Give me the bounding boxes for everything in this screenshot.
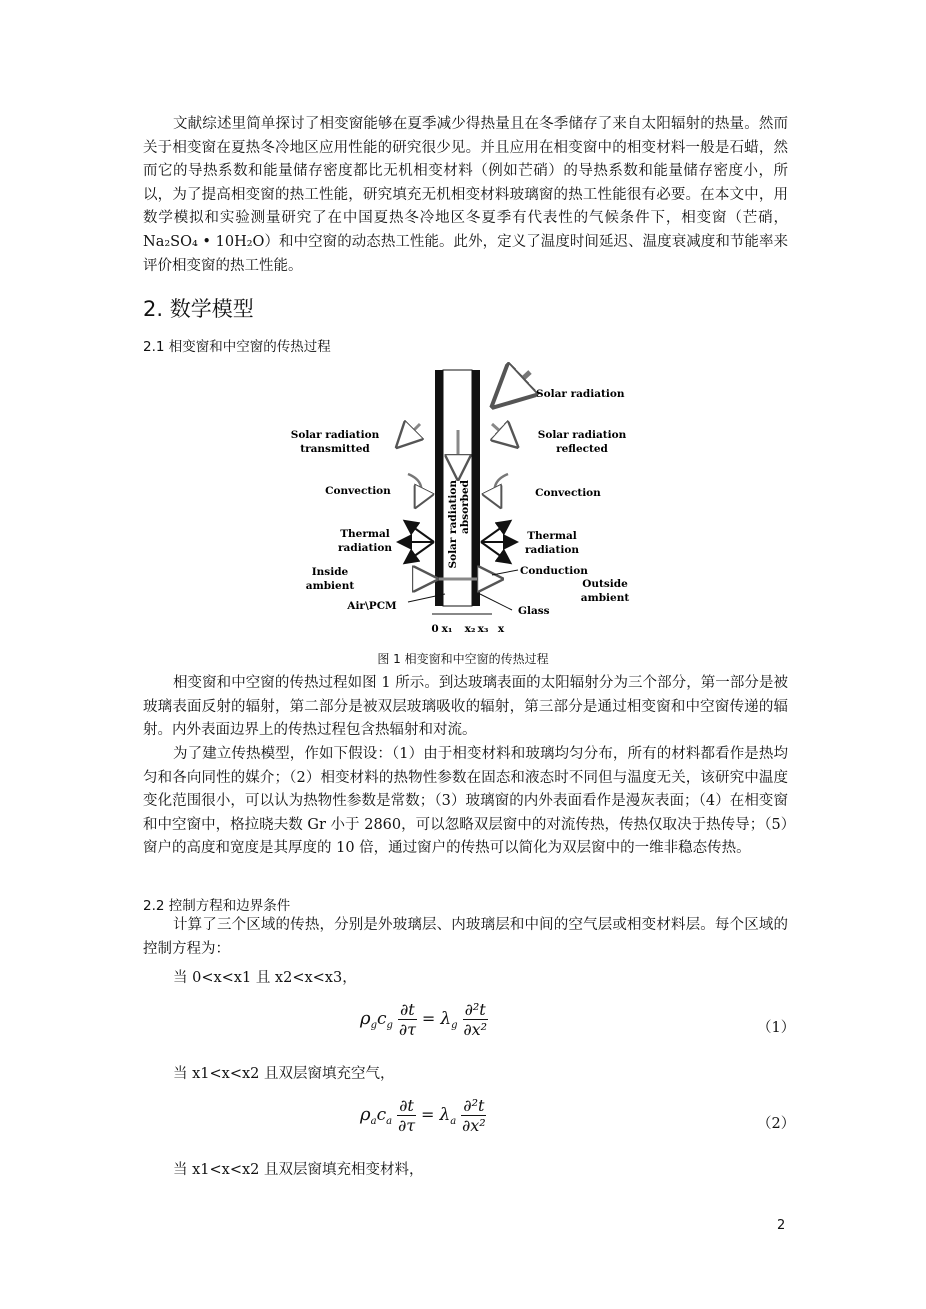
condition-1: 当 0<x<x1 且 x2<x<x3， — [173, 970, 357, 986]
svg-text:radiation: radiation — [525, 544, 579, 556]
svg-text:0: 0 — [431, 623, 439, 635]
svg-text:Thermal: Thermal — [340, 528, 390, 540]
condition-3: 当 x1<x<x2 且双层窗填充相变材料， — [173, 1162, 424, 1178]
svg-text:Glass: Glass — [518, 605, 550, 617]
reflected-arrow — [492, 424, 512, 442]
equation-1-number: （1） — [757, 1020, 796, 1036]
solar-incoming-arrow — [502, 372, 530, 398]
svg-text:Convection: Convection — [325, 485, 391, 497]
page-number: 2 — [777, 1218, 786, 1233]
subsection-2-2-title: 2.2 控制方程和边界条件 — [143, 898, 291, 914]
convection-left-arrow — [408, 474, 421, 502]
svg-text:Inside: Inside — [311, 566, 349, 578]
equation-2: $\rho_ac_a$ $\frac{\partial t}{\partial\tau}$ = $\lambda_a$ $\frac{\text{∂²t}}{\text{∂x²}}$ — [360, 1096, 486, 1135]
glass-pane-right — [472, 370, 480, 606]
svg-text:Outside: Outside — [582, 578, 628, 590]
figure-1-diagram — [280, 362, 650, 642]
svg-text:x: x — [497, 623, 505, 635]
svg-text:Thermal: Thermal — [527, 530, 577, 542]
svg-text:ambient: ambient — [580, 592, 630, 604]
figure-caption: 图 1 相变窗和中空窗的传热过程 — [377, 652, 549, 666]
paragraph-heat-transfer: 相变窗和中空窗的传热过程如图 1 所示。到达玻璃表面的太阳辐射分为三个部分，第一部分是被玻璃表面反射的辐射，第二部分是被双层玻璃吸收的辐射，第三部分是通过相变窗和中空窗传递的辐射。内外表面边界上的传热过程包含热辐射和对流。 — [143, 675, 788, 739]
svg-text:Conduction: Conduction — [520, 565, 588, 577]
section-2-title: 2. 数学模型 — [143, 297, 254, 321]
intro-paragraph: 文献综述里简单探讨了相变窗能够在夏季减少得热量且在冬季储存了来自太阳辐射的热量。然而关于相变窗在夏热冬冷地区应用性能的研究很少见。并且应用在相变窗中的相变材料一般是石蜡，然而它的导热系数和能量储存密度都比无机相变材料（例如芒硝）的导热系数和能量储存密度小，所以，为了提高相变窗的热工性能，研究填充无机相变材料玻璃窗的热工性能很有必要。在本文中，用数学模拟和实验测量研究了在中国夏热冬冷地区冬夏季有代表性的气候条件下，相变窗（芒硝，Na₂SO₄ • 10H₂O）和中空窗的动态热工性能。此外，定义了温度时间延迟、温度衰减度和节能率来评价相变窗的热工性能。 — [143, 116, 788, 274]
svg-text:ambient: ambient — [305, 580, 355, 592]
equation-2-number: （2） — [757, 1116, 796, 1132]
paragraph-assumptions: 为了建立传热模型，作如下假设：（1）由于相变材料和玻璃均匀分布，所有的材料都看作是热均匀和各向同性的媒介；（2）相变材料的热物性参数在固态和液态时不同但与温度无关，该研究中温度变化范围很小，可以认为热物性参数是常数；（3）玻璃窗的内外表面看作是漫灰表面；（4）在相变窗和中空窗中，格拉晓夫数 Gr 小于 2860，可以忽略双层窗中的对流传热，传热仅取决于热传导；（5）窗户的高度和宽度是其厚度的 10 倍，通过窗户的传热可以简化为双层窗中的一维非稳态传热。 — [143, 746, 788, 857]
paragraph-governing: 计算了三个区域的传热，分别是外玻璃层、内玻璃层和中间的空气层或相变材料层。每个区域的控制方程为： — [143, 917, 788, 957]
subsection-2-1-title: 2.1 相变窗和中空窗的传热过程 — [143, 339, 331, 355]
svg-text:transmitted: transmitted — [300, 443, 370, 455]
svg-text:Solar radiation: Solar radiation — [537, 429, 627, 441]
svg-text:radiation: radiation — [338, 542, 392, 554]
thermal-radiation-right-arrows — [481, 522, 515, 562]
svg-text:x₃: x₃ — [477, 623, 489, 635]
svg-text:Convection: Convection — [535, 487, 601, 499]
svg-text:x₁: x₁ — [441, 623, 453, 635]
svg-text:absorbed: absorbed — [459, 480, 471, 534]
solar-radiation-label: Solar radiation — [536, 388, 625, 400]
svg-text:x₂: x₂ — [464, 623, 476, 635]
svg-text:Air\PCM: Air\PCM — [347, 600, 397, 612]
svg-text:Solar radiation: Solar radiation — [290, 429, 380, 441]
condition-2: 当 x1<x<x2 且双层窗填充空气， — [173, 1066, 395, 1082]
svg-text:reflected: reflected — [556, 443, 608, 455]
thermal-radiation-left-arrows — [400, 522, 434, 562]
convection-right-arrow — [495, 474, 508, 502]
absorbed-label: Solar radiation — [447, 480, 459, 569]
transmitted-arrow — [402, 424, 420, 442]
glass-pane-left — [435, 370, 443, 606]
equation-1: $\rho_gc_g$ $\frac{\partial t}{\partial\tau}$ = $\lambda_g$ $\frac{\text{∂²t}}{\text{∂x²}}$ — [360, 1000, 488, 1039]
